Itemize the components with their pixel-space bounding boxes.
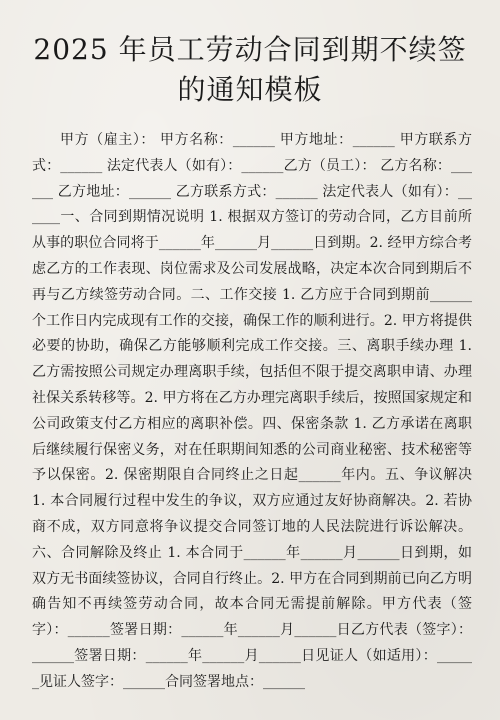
title-line-2: 的通知模板 [177, 73, 323, 106]
title-line-1: 2025 年员工劳动合同到期不续签 [33, 33, 467, 66]
document-title [0, 30, 500, 110]
document-body: 甲方（雇主）： 甲方名称：______ 甲方地址：______ 甲方联系方式：______ 法定代表人（如有）：______乙方（员工）： 乙方名称：______ 乙方地址：______ 乙方联系方式：______ 法定代表人（如有）：______一、合同到期情况说明 1. 根据双方签订的劳动合同，乙方目前所从事的职位合同将于______年______月______日到期。2. 经甲方综合考虑乙方的工作表现、岗位需求及公司发展战略，决定本次合同到期后不再与乙方续签劳动合同。二、工作交接 1. 乙方应于合同到期前______个工作日内完成现有工作的交接，确保工作的顺利进行。2. 甲方将提供必要的协助，确保乙方能够顺利完成工作交接。三、离职手续办理 1. 乙方需按照公司规定办理离职手续，包括但不限于提交离职申请、办理社保关系转移等。2. 甲方将在乙方办理完离职手续后，按照国家规定和公司政策支付乙方相应的离职补偿。四、保密条款 1. 乙方承诺在离职后继续履行保密义务，对在任职期间知悉的公司商业秘密、技术秘密等予以保密。2. 保密期限自合同终止之日起______年内。五、争议解决 1. 本合同履行过程中发生的争议，双方应通过友好协商解决。2. 若协商不成，双方同意将争议提交合同签订地的人民法院进行诉讼解决。六、合同解除及终止 1. 本合同于______年______月______日到期，如双方无书面续签协议，合同自行终止。2. 甲方在合同到期前已向乙方明确告知不再续签劳动合同，故本合同无需提前解除。甲方代表（签字）：______签署日期：______年______月______日乙方代表（签字）：______签署日期：______年______月______日见证人（如适用）：______见证人签字：______合同签署地点：______ [32, 132, 472, 690]
